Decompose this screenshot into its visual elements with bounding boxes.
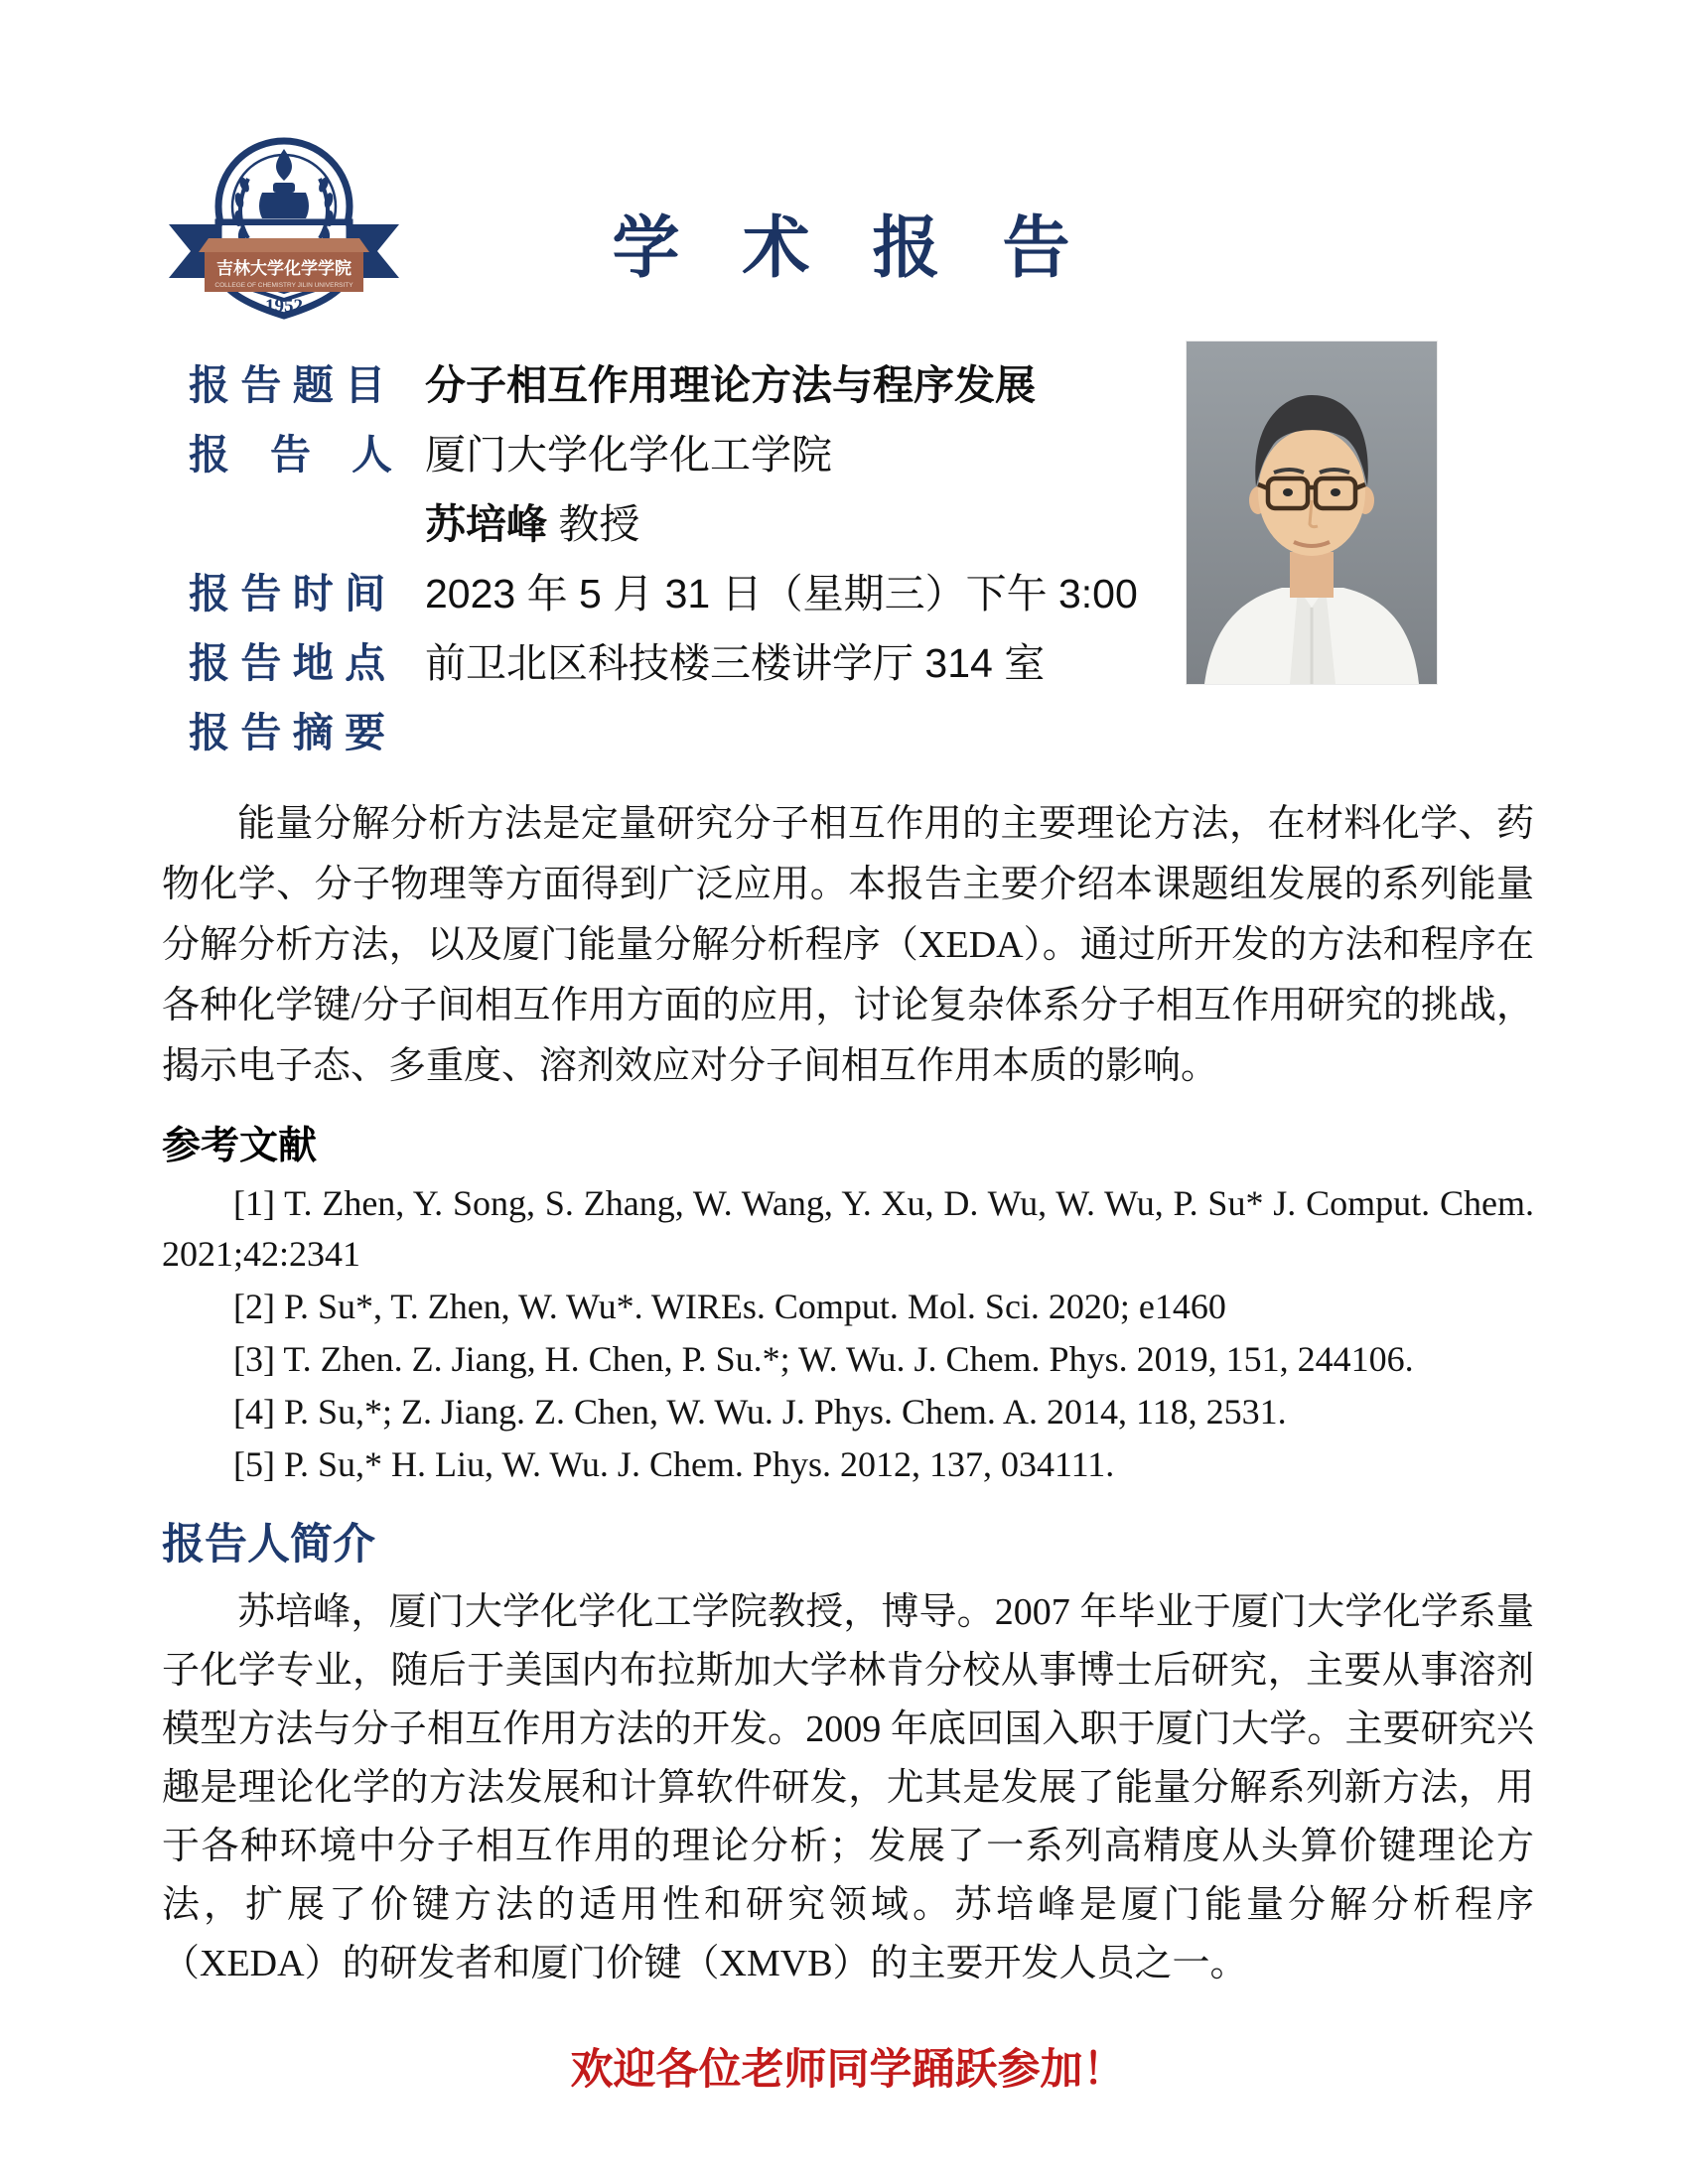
reference-item: [5] P. Su,* H. Liu, W. Wu. J. Chem. Phys. 2012, 137, 034111. xyxy=(233,1444,1115,1484)
reference-item: [4] P. Su,*; Z. Jiang. Z. Chen, W. Wu. J. Phys. Chem. A. 2014, 118, 2531. xyxy=(233,1392,1287,1432)
report-body xyxy=(162,794,1534,2095)
report-location-row xyxy=(189,641,1172,685)
report-time-row xyxy=(189,572,1172,615)
report-time-value: 2023 年 5 月 31 日（星期三）下午 3:00 xyxy=(425,571,1138,616)
speaker-name: 苏培峰 xyxy=(425,501,547,547)
portrait-icon xyxy=(1187,341,1437,684)
report-title-row xyxy=(189,363,1172,407)
speaker-row xyxy=(189,433,1172,477)
speaker-affiliation: 厦门大学化学化工学院 xyxy=(425,432,832,478)
welcome-message: 欢迎各位老师同学踊跃参加！ xyxy=(570,2046,1126,2094)
report-location-value: 前卫北区科技楼三楼讲学厅 314 室 xyxy=(425,640,1046,686)
report-title-value: 分子相互作用理论方法与程序发展 xyxy=(425,362,1036,408)
report-location-label: 报 告 地 点 xyxy=(189,640,386,686)
report-title-label: 报 告 题 目 xyxy=(189,362,386,408)
abstract-text: 能量分解分析方法是定量研究分子相互作用的主要理论方法，在材料化学、药物化学、分子物理等方面得到广泛应用。本报告主要介绍本课题组发展的系列能量分解分析方法，以及厦门能量分解分析程序（XEDA）。通过所开发的方法和程序在各种化学键/分子间相互作用方面的应用，讨论复杂体系分子相互作用研究的挑战，揭示电子态、多重度、溶剂效应对分子间相互作用本质的影响。 xyxy=(162,803,1534,1087)
reference-item: [1] T. Zhen, Y. Song, S. Zhang, W. Wang, Y. Xu, D. Wu, W. Wu, P. Su* J. Comput. Chem. 2021;42:2341 xyxy=(162,1183,1534,1274)
logo-name-en: COLLEGE OF CHEMISTRY JILIN UNIVERSITY xyxy=(214,282,353,289)
abstract-heading-row xyxy=(189,711,1172,754)
speaker-name-value xyxy=(425,502,639,546)
speaker-title: 教授 xyxy=(547,501,640,547)
page-title: 学 术 报 告 xyxy=(612,210,1076,286)
references-heading: 参考文献 xyxy=(162,1125,318,1167)
bio-heading: 报告人简介 xyxy=(162,1521,375,1569)
logo-year: 1952 xyxy=(265,296,303,317)
logo-name-cn: 吉林大学化学学院 xyxy=(216,259,352,278)
speaker-label: 报 告 人 xyxy=(189,432,392,478)
bio-text: 苏培峰，厦门大学化学化工学院教授，博导。2007 年毕业于厦门大学化学系量子化学专业，随后于美国内布拉斯加大学林肯分校从事博士后研究，主要从事溶剂模型方法与分子相互作用方法的开发。2009 年底回国入职于厦门大学。主要研究兴趣是理论化学的方法发展和计算软件研发，尤其是发展了能量分解系列新方法，用于各种环境中分子相互作用的理论分析；发展了一系列高精度从头算价键理论方法，扩展了价键方法的适用性和研究领域。苏培峰是厦门能量分解分析程序（XEDA）的研发者和厦门价键（XMVB）的主要开发人员之一。 xyxy=(162,1591,1534,1984)
reference-item: [3] T. Zhen. Z. Jiang, H. Chen, P. Su.*; W. Wu. J. Chem. Phys. 2019, 151, 244106. xyxy=(233,1339,1414,1379)
speaker-name-row xyxy=(189,502,1172,546)
reference-item: [2] P. Su*, T. Zhen, W. Wu*. WIREs. Comput. Mol. Sci. 2020; e1460 xyxy=(233,1287,1226,1326)
report-info xyxy=(189,363,1172,780)
abstract-heading: 报 告 摘 要 xyxy=(189,710,386,755)
report-time-label: 报 告 时 间 xyxy=(189,571,386,616)
speaker-photo xyxy=(1187,341,1437,684)
